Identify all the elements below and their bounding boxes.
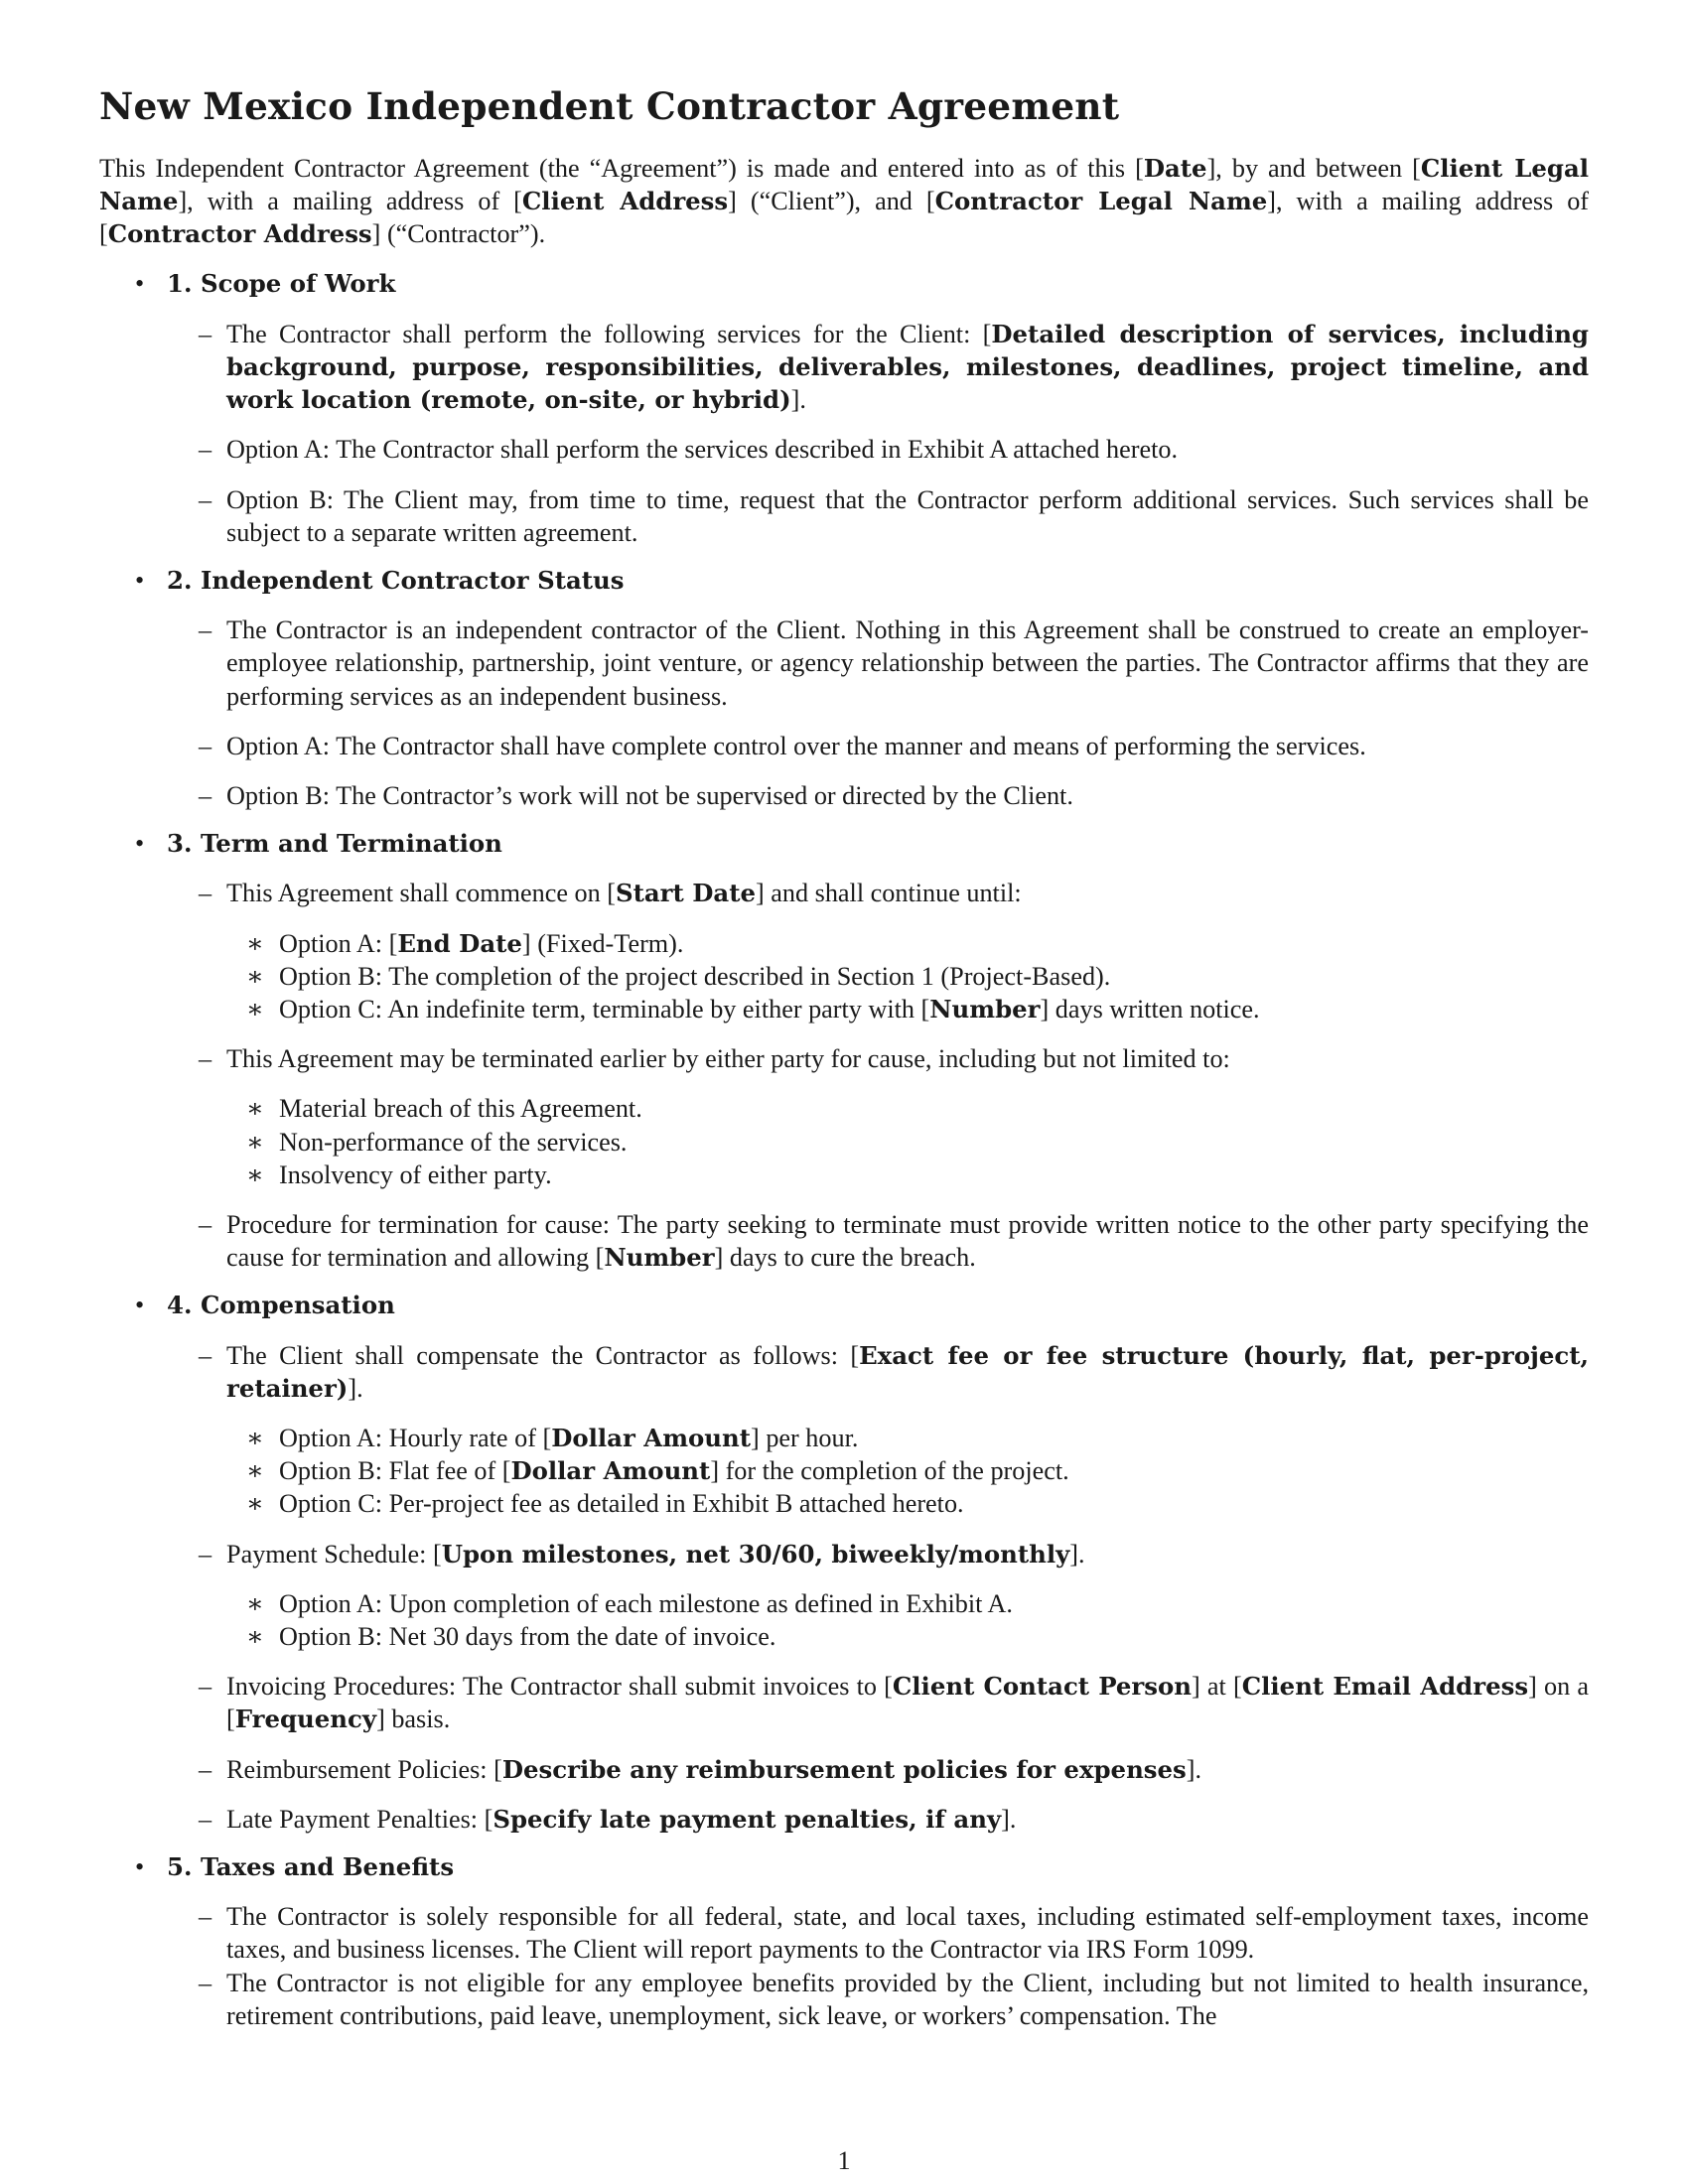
- dash-icon: –: [199, 1340, 212, 1370]
- placeholder-field: End Date: [397, 928, 522, 958]
- placeholder-field: Client Legal Name: [99, 153, 1590, 216]
- placeholder-field: Dollar Amount: [551, 1423, 752, 1452]
- option-item: [226, 960, 1589, 993]
- text-run: The Client shall compensate the Contractor as follows: [: [226, 1340, 860, 1370]
- option-item: [226, 1587, 1589, 1620]
- dash-icon: –: [199, 1209, 212, 1239]
- placeholder-field: Client Address: [521, 187, 729, 216]
- text-run: Procedure for termination for cause: The party seeking to terminate must provide written notice to the other party specifying the cause for termination and allowing [: [226, 1209, 1589, 1273]
- clause-text: [226, 483, 1589, 549]
- text-run: Option A: The Contractor shall have complete control over the manner and means of performing the services.: [226, 731, 1366, 760]
- section-heading: 3. Term and Termination: [167, 829, 502, 859]
- asterisk-bullet-icon: ∗: [246, 1621, 264, 1651]
- clause-item: [167, 1900, 1589, 1966]
- clause-item: [167, 779, 1589, 812]
- dash-icon: –: [199, 484, 212, 514]
- text-run: Option A: Upon completion of each milestone as defined in Exhibit A.: [279, 1588, 1013, 1618]
- clause-text: [226, 318, 1589, 417]
- asterisk-bullet-icon: ∗: [246, 1456, 264, 1486]
- option-list: [226, 1587, 1589, 1653]
- clause-item: [167, 1670, 1589, 1735]
- text-run: Option B: The completion of the project described in Section 1 (Project-Based).: [279, 961, 1111, 991]
- bullet-icon: •: [135, 269, 145, 299]
- text-run: ].: [790, 385, 806, 415]
- text-run: ] (“Contractor”).: [371, 219, 546, 249]
- clause-text: [226, 1753, 1589, 1786]
- page-number: 1: [837, 2146, 851, 2175]
- text-run: Late Payment Penalties: [: [226, 1804, 493, 1834]
- text-run: ], with a mailing address of [: [99, 187, 1590, 249]
- text-run: ] (Fixed-Term).: [521, 928, 684, 958]
- option-item: [226, 927, 1589, 960]
- placeholder-field: Frequency: [234, 1705, 377, 1734]
- text-run: Option B: The Contractor’s work will not be supervised or directed by the Client.: [226, 780, 1073, 810]
- clause-item: [167, 1538, 1589, 1654]
- dash-icon: –: [199, 1044, 212, 1074]
- text-run: The Contractor is an independent contractor of the Client. Nothing in this Agreement shall be construed to create an employer-employee relationship, partnership, joint venture, or agency relationship between the parties. The Contractor affirms that they are performing services as an independent business.: [226, 615, 1589, 711]
- document-page: [99, 83, 1589, 2047]
- clause-text: [226, 433, 1589, 466]
- asterisk-bullet-icon: ∗: [246, 1160, 264, 1189]
- clause-item: [167, 1753, 1589, 1786]
- text-run: ] per hour.: [751, 1423, 859, 1452]
- clause-text: [226, 1803, 1589, 1836]
- dash-icon: –: [199, 1539, 212, 1569]
- text-run: Option B: The Client may, from time to time, request that the Contractor perform additional services. Such services shall be subject to a separate written agreement.: [226, 484, 1589, 547]
- clause-text: [226, 1670, 1589, 1735]
- clause-item: [167, 1208, 1589, 1274]
- asterisk-bullet-icon: ∗: [246, 1423, 264, 1452]
- bullet-icon: •: [135, 565, 145, 595]
- asterisk-bullet-icon: ∗: [246, 1127, 264, 1157]
- text-run: Non-performance of the services.: [279, 1127, 628, 1157]
- dash-icon: –: [199, 1804, 212, 1834]
- asterisk-bullet-icon: ∗: [246, 1094, 264, 1124]
- placeholder-field: Date: [1143, 153, 1207, 183]
- section: [99, 1850, 1589, 2032]
- dash-icon: –: [199, 731, 212, 760]
- text-run: ].: [1186, 1754, 1202, 1784]
- clause-item: [167, 1339, 1589, 1521]
- dash-icon: –: [199, 780, 212, 810]
- option-list: [226, 1422, 1589, 1521]
- asterisk-bullet-icon: ∗: [246, 994, 264, 1024]
- section: [99, 1289, 1589, 1836]
- clause-item: [167, 318, 1589, 417]
- section: [99, 564, 1589, 812]
- clause-item: [167, 614, 1589, 713]
- section: [99, 827, 1589, 1274]
- text-run: ] days written notice.: [1040, 994, 1260, 1024]
- clause-text: [226, 730, 1589, 762]
- asterisk-bullet-icon: ∗: [246, 1489, 264, 1519]
- dash-icon: –: [199, 1754, 212, 1784]
- text-run: ].: [1001, 1804, 1017, 1834]
- option-item: [226, 1159, 1589, 1191]
- option-list: [226, 1092, 1589, 1191]
- clause-item: [167, 1042, 1589, 1191]
- asterisk-bullet-icon: ∗: [246, 961, 264, 991]
- clause-text: [226, 1208, 1589, 1274]
- option-item: [226, 1620, 1589, 1653]
- clause-text: [226, 614, 1589, 713]
- option-item: [226, 1422, 1589, 1454]
- placeholder-field: Exact fee or fee structure (hourly, flat, per-project, retainer): [226, 1340, 1589, 1403]
- option-item: [226, 1454, 1589, 1487]
- placeholder-field: Dollar Amount: [510, 1456, 711, 1486]
- text-run: Option A: The Contractor shall perform the services described in Exhibit A attached hereto.: [226, 435, 1179, 465]
- placeholder-field: Client Email Address: [1241, 1672, 1529, 1702]
- text-run: ] for the completion of the project.: [710, 1456, 1069, 1486]
- option-list: [226, 927, 1589, 1026]
- text-run: ] on a [: [226, 1672, 1589, 1734]
- placeholder-field: Contractor Address: [107, 219, 372, 249]
- text-run: Invoicing Procedures: The Contractor shall submit invoices to [: [226, 1672, 893, 1702]
- text-run: ] days to cure the breach.: [714, 1243, 976, 1273]
- text-run: The Contractor is solely responsible for all federal, state, and local taxes, including estimated self-employment taxes, income taxes, and business licenses. The Client will report payments to the Contractor via IRS Form 1099.: [226, 1902, 1589, 1965]
- text-run: ] at [: [1192, 1672, 1242, 1702]
- text-run: Option B: Flat fee of [: [279, 1456, 511, 1486]
- text-run: ] (“Client”), and [: [728, 187, 935, 216]
- clause-item: [167, 730, 1589, 762]
- placeholder-field: Upon milestones, net 30/60, biweekly/monthly: [441, 1539, 1070, 1569]
- placeholder-field: Detailed description of services, including background, purpose, responsibilities, deliverables, milestones, deadlines, project timeline, and work location (remote, on-site, or hybrid): [226, 319, 1589, 415]
- clause-item: [167, 1803, 1589, 1836]
- asterisk-bullet-icon: ∗: [246, 1588, 264, 1618]
- text-run: The Contractor shall perform the following services for the Client: [: [226, 319, 992, 348]
- text-run: Payment Schedule: [: [226, 1539, 442, 1569]
- dash-icon: –: [199, 615, 212, 645]
- text-run: Option A: [: [279, 928, 398, 958]
- text-run: Option B: Net 30 days from the date of invoice.: [279, 1621, 776, 1651]
- bullet-icon: •: [135, 829, 145, 859]
- text-run: Option A: Hourly rate of [: [279, 1423, 552, 1452]
- text-run: ].: [348, 1373, 363, 1403]
- text-run: ], with a mailing address of [: [178, 187, 522, 216]
- document-title: New Mexico Independent Contractor Agreement: [99, 84, 1120, 128]
- dash-icon: –: [199, 319, 212, 348]
- placeholder-field: Number: [929, 994, 1041, 1024]
- clause-text: [226, 1967, 1589, 2032]
- clause-text: [226, 877, 1589, 909]
- dash-icon: –: [199, 879, 212, 908]
- option-item: [226, 1126, 1589, 1159]
- text-run: This Agreement may be terminated earlier by either party for cause, including but not limited to:: [226, 1044, 1230, 1074]
- clause-text: [226, 1339, 1589, 1405]
- dash-icon: –: [199, 1672, 212, 1702]
- section-heading: 4. Compensation: [167, 1291, 395, 1320]
- placeholder-field: Specify late payment penalties, if any: [492, 1804, 1002, 1834]
- text-run: This Independent Contractor Agreement (the “Agreement”) is made and entered into as of this [: [99, 153, 1144, 183]
- asterisk-bullet-icon: ∗: [246, 928, 264, 958]
- section-heading: 1. Scope of Work: [167, 269, 396, 299]
- clause-text: [226, 1538, 1589, 1570]
- text-run: ].: [1069, 1539, 1085, 1569]
- text-run: ], by and between [: [1206, 153, 1421, 183]
- text-run: Material breach of this Agreement.: [279, 1094, 642, 1124]
- dash-icon: –: [199, 435, 212, 465]
- dash-icon: –: [199, 1968, 212, 1997]
- text-run: Insolvency of either party.: [279, 1160, 552, 1189]
- text-run: This Agreement shall commence on [: [226, 879, 616, 908]
- text-run: ] and shall continue until:: [756, 879, 1022, 908]
- placeholder-field: Number: [604, 1243, 715, 1273]
- option-item: [226, 1092, 1589, 1125]
- clause-text: [226, 1042, 1589, 1075]
- text-run: Reimbursement Policies: [: [226, 1754, 502, 1784]
- placeholder-field: Contractor Legal Name: [934, 187, 1268, 216]
- placeholder-field: Describe any reimbursement policies for expenses: [501, 1754, 1187, 1784]
- text-run: The Contractor is not eligible for any employee benefits provided by the Client, including but not limited to health insurance, retirement contributions, paid leave, unemployment, sick leave, or workers’ compensation. The: [226, 1968, 1589, 2030]
- bullet-icon: •: [135, 1852, 145, 1881]
- intro-paragraph: [99, 152, 1589, 251]
- clause-item: [167, 877, 1589, 1025]
- clause-item: [167, 483, 1589, 549]
- bullet-icon: •: [135, 1291, 145, 1320]
- option-item: [226, 1487, 1589, 1520]
- section-heading: 2. Independent Contractor Status: [167, 565, 625, 595]
- clause-item: [167, 1967, 1589, 2032]
- clause-item: [167, 433, 1589, 466]
- text-run: Option C: Per-project fee as detailed in Exhibit B attached hereto.: [279, 1489, 964, 1519]
- text-run: ] basis.: [376, 1705, 451, 1734]
- section-heading: 5. Taxes and Benefits: [167, 1852, 455, 1881]
- dash-icon: –: [199, 1902, 212, 1932]
- placeholder-field: Start Date: [615, 879, 757, 908]
- sections-list: [99, 267, 1589, 2032]
- clause-text: [226, 779, 1589, 812]
- section: [99, 267, 1589, 548]
- text-run: Option C: An indefinite term, terminable by either party with [: [279, 994, 930, 1024]
- placeholder-field: Client Contact Person: [892, 1672, 1192, 1702]
- clause-text: [226, 1900, 1589, 1966]
- option-item: [226, 993, 1589, 1025]
